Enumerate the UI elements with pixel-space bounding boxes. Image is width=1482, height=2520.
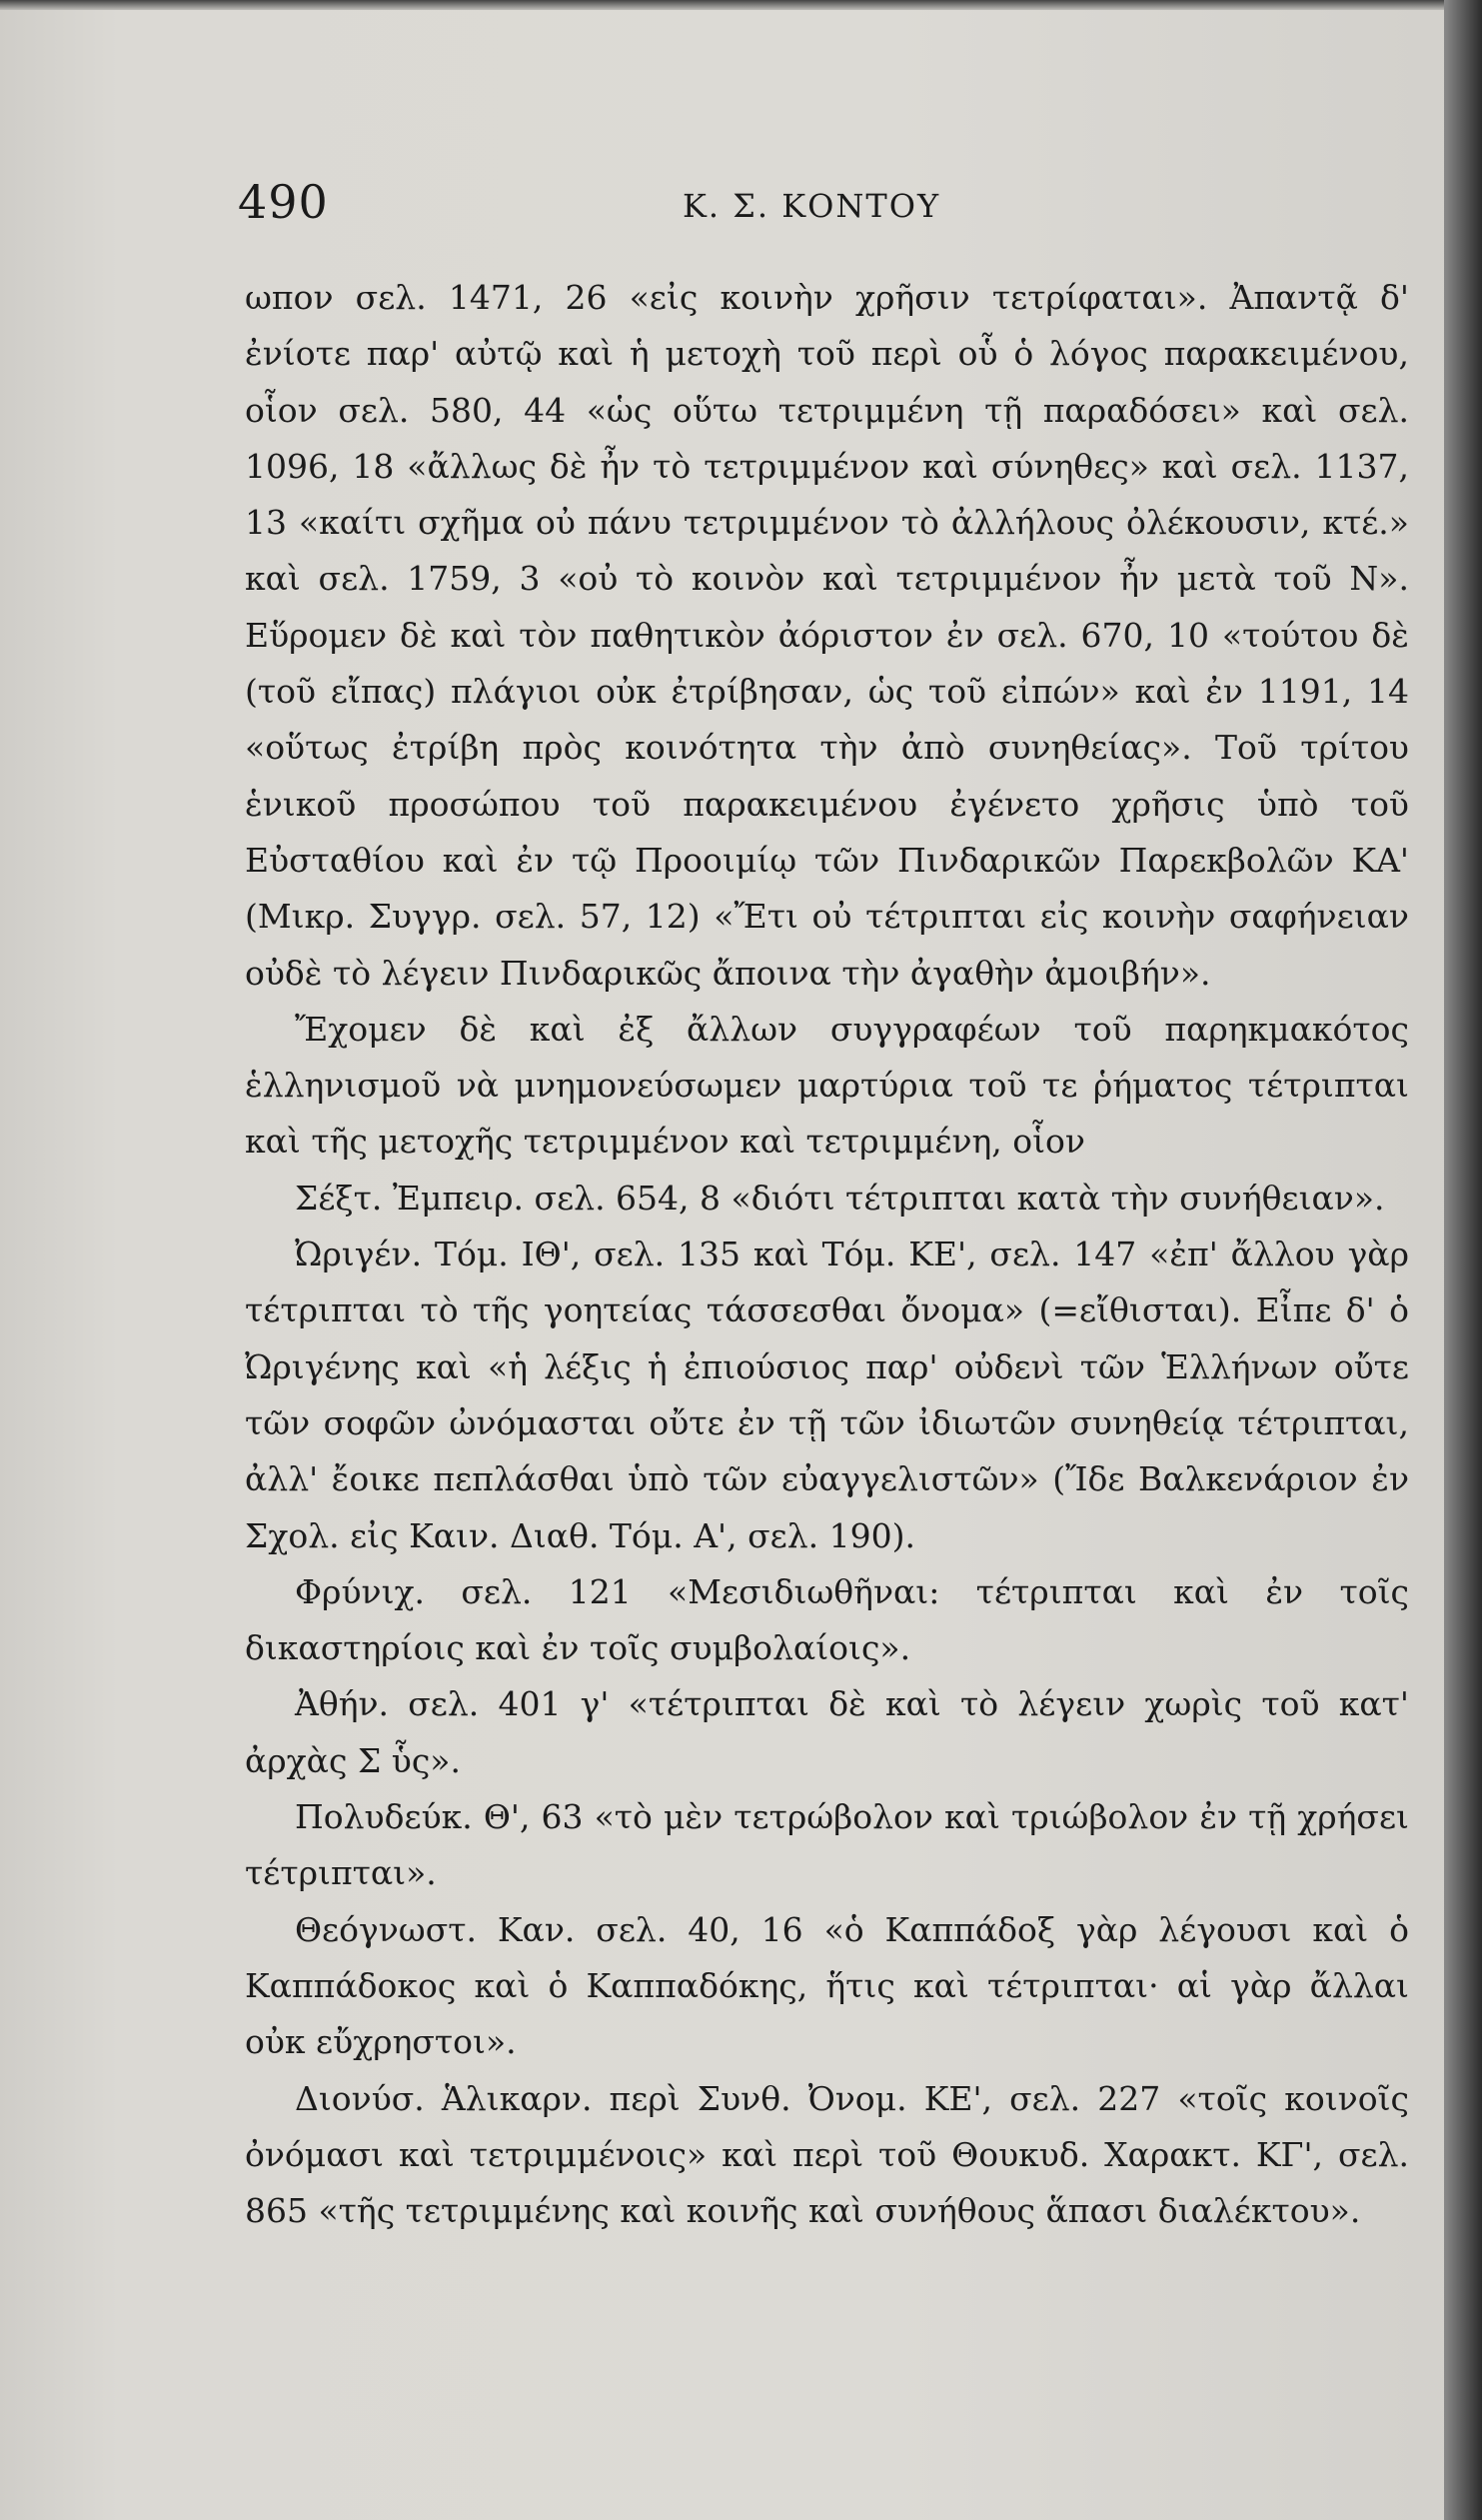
- running-head: Κ. Σ. ΚΟΝΤΟΥ: [683, 187, 941, 225]
- citation-theognostus: Θεόγνωστ. Καν. σελ. 40, 16 «ὁ Καππάδοξ γὰρ λέγουσι καὶ ὁ Καππάδοκος καὶ ὁ Καππαδόκης, ἥτις καὶ τέτριπται· αἱ γὰρ ἄλλαι οὐκ εὔχρηστοι».: [245, 1909, 1409, 2062]
- citation-phrynichus: Φρύνιχ. σελ. 121 «Μεσιδιωθῆναι: τέτριπται καὶ ἐν τοῖς δικαστηρίοις καὶ ἐν τοῖς συμβολαίοις».: [245, 1571, 1409, 1668]
- citation-origen: Ὠριγέν. Τόμ. ΙΘ', σελ. 135 καὶ Τόμ. ΚΕ', σελ. 147 «ἐπ' ἄλλου γὰρ τέτριπται τὸ τῆς γοητείας τάσσεσθαι ὄνομα» (=εἴθισται). Εἶπε δ' ὁ Ὠριγένης καὶ «ἡ λέξις ἡ ἐπιούσιος παρ' οὐδενὶ τῶν Ἑλλήνων οὔτε τῶν σοφῶν ὠνόμασται οὔτε ἐν τῇ τῶν ἰδιωτῶν συνηθείᾳ τέτριπται, ἀλλ' ἔοικε πεπλάσθαι ὑπὸ τῶν εὐαγγελιστῶν» (Ἴδε Βαλκενάριον ἐν Σχολ. εἰς Καιν. Διαθ. Τόμ. Α', σελ. 190).: [245, 1235, 1409, 1555]
- page-header: [238, 175, 1417, 255]
- paragraph-eustathius: ωπον σελ. 1471, 26 «εἰς κοινὴν χρῆσιν τετρίφαται». Ἀπαντᾷ δ' ἐνίοτε παρ' αὐτῷ καὶ ἡ μετοχὴ τοῦ περὶ οὗ ὁ λόγος παρακειμένου, οἷον σελ. 580, 44 «ὡς οὕτω τετριμμένη τῇ παραδόσει» καὶ σελ. 1096, 18 «ἄλλως δὲ ἦν τὸ τετριμμένον καὶ σύνηθες» καὶ σελ. 1137, 13 «καίτι σχῆμα οὐ πάνυ τετριμμένον τὸ ἀλλήλους ὀλέκουσιν, κτέ.» καὶ σελ. 1759, 3 «οὐ τὸ κοινὸν καὶ τετριμμένον ἦν μετὰ τοῦ Ν». Εὕρομεν δὲ καὶ τὸν παθητικὸν ἀόριστον ἐν σελ. 670, 10 «τούτου δὲ (τοῦ εἴπας) πλάγιοι οὐκ ἐτρίβησαν, ὡς τοῦ εἰπών» καὶ ἐν 1191, 14 «οὕτως ἐτρίβη πρὸς κοινότητα τὴν ἀπὸ συνηθείας». Τοῦ τρίτου ἑνικοῦ προσώπου τοῦ παρακειμένου ἐγένετο χρῆσις ὑπὸ τοῦ Εὐσταθίου καὶ ἐν τῷ Προοιμίῳ τῶν Πινδαρικῶν Παρεκβολῶν ΚΑ' (Μικρ. Συγγρ. σελ. 57, 12) «Ἔτι οὐ τέτριπται εἰς κοινὴν σαφήνειαν οὐδὲ τὸ λέγειν Πινδαρικῶς ἄποινα τὴν ἀγαθὴν ἀμοιβήν».: [245, 278, 1409, 993]
- body-text: [245, 270, 1409, 2239]
- citation-athenaeus: Ἀθήν. σελ. 401 γ' «τέτριπται δὲ καὶ τὸ λέγειν χωρὶς τοῦ κατ' ἀρχὰς Σ ὗς».: [245, 1684, 1409, 1780]
- paragraph-other-authors: Ἔχομεν δὲ καὶ ἐξ ἄλλων συγγραφέων τοῦ παρηκμακότος ἑλληνισμοῦ νὰ μνημονεύσωμεν μαρτύρια τοῦ τε ῥήματος τέτριπται καὶ τῆς μετοχῆς τετριμμένον καὶ τετριμμένη, οἷον: [245, 1009, 1409, 1162]
- citation-dionysius: Διονύσ. Ἁλικαρν. περὶ Συνθ. Ὀνομ. ΚΕ', σελ. 227 «τοῖς κοινοῖς ὀνόμασι καὶ τετριμμένοις» καὶ περὶ τοῦ Θουκυδ. Χαρακτ. ΚΓ', σελ. 865 «τῆς τετριμμένης καὶ κοινῆς καὶ συνήθους ἅπασι διαλέκτου».: [245, 2078, 1409, 2231]
- scan-right-edge: [1444, 0, 1482, 2520]
- page-number: 490: [238, 175, 329, 229]
- citation-pollux: Πολυδεύκ. Θ', 63 «τὸ μὲν τετρώβολον καὶ τριώβολον ἐν τῇ χρήσει τέτριπται».: [245, 1797, 1409, 1893]
- scan-top-edge: [0, 0, 1482, 10]
- citation-sextus: Σέξτ. Ἐμπειρ. σελ. 654, 8 «διότι τέτριπται κατὰ τὴν συνήθειαν».: [295, 1178, 1385, 1218]
